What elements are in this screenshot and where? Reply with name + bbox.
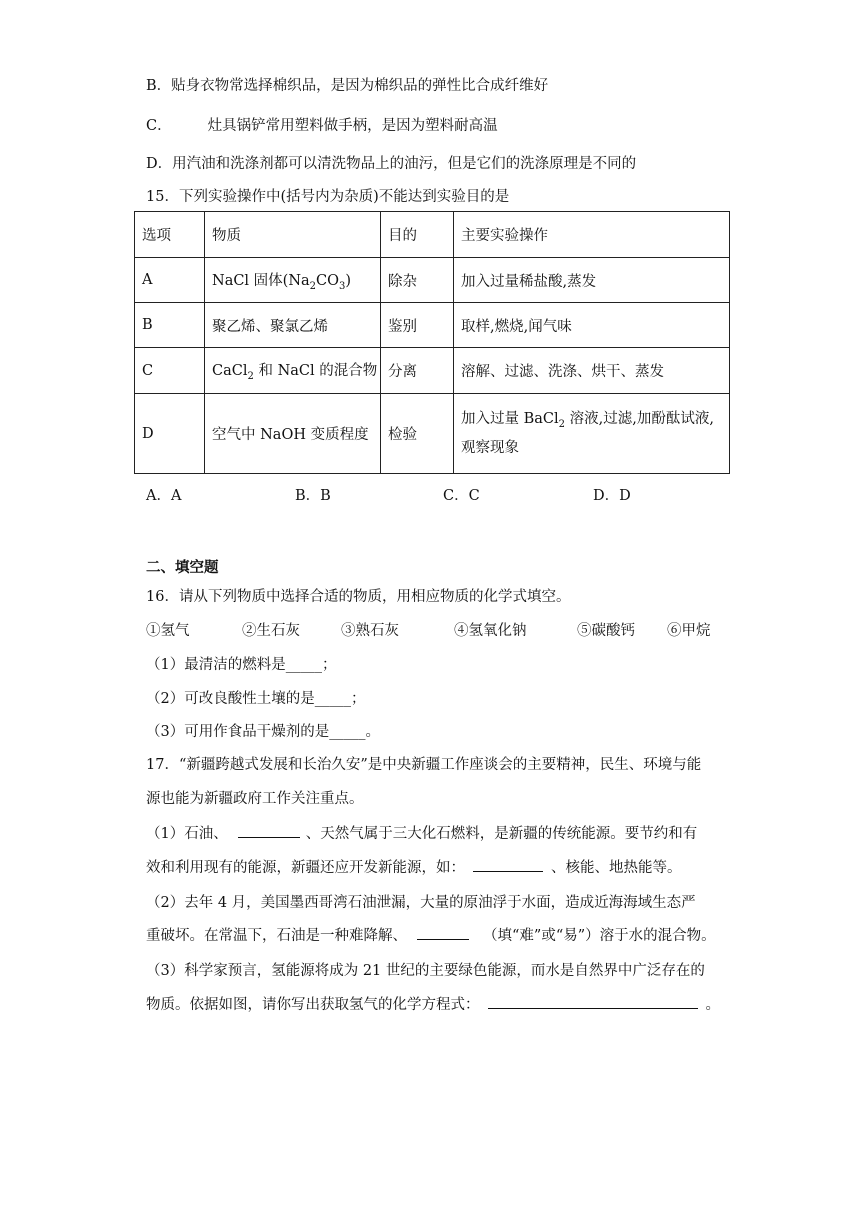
q15-choice-a[interactable]: A．A — [146, 488, 182, 504]
q17-stem-line1: 17．“新疆跨越式发展和长治久安”是中央新疆工作座谈会的主要精神，民生、环境与能 — [146, 757, 702, 773]
answer-blank[interactable] — [238, 823, 300, 838]
q15-choice-b[interactable]: B．B — [295, 488, 331, 504]
q17-stem-line2: 源也能为新疆政府工作关注重点。 — [146, 791, 364, 807]
header-cell: 选项 — [135, 212, 205, 258]
table-row — [135, 394, 730, 474]
table-row — [135, 303, 730, 348]
q16-sub3: （3）可用作食品干燥剂的是_____。 — [146, 724, 380, 740]
substance-cell: CaCl$_2$ 和 NaCl 的混合物 — [205, 348, 381, 394]
operation-cell: 加入过量稀盐酸,蒸发 — [454, 258, 730, 303]
q16-item: ③熟石灰 — [341, 623, 399, 639]
goal-cell: 检验 — [381, 394, 454, 474]
answer-blank[interactable] — [473, 857, 543, 872]
operation-cell: 加入过量 BaCl$_2$ 溶液,过滤,加酚酞试液,观察现象 — [454, 394, 730, 474]
answer-blank[interactable] — [488, 994, 698, 1009]
answer-blank[interactable] — [417, 925, 469, 940]
q16-item: ①氢气 — [146, 623, 190, 639]
q16-item: ⑥甲烷 — [667, 623, 711, 639]
option-cell: D — [135, 394, 205, 474]
q14-option-d: D．用汽油和洗涤剂都可以清洗物品上的油污，但是它们的洗涤原理是不同的 — [146, 156, 637, 172]
operation-cell: 取样,燃烧,闻气味 — [454, 303, 730, 348]
q16-item: ⑤碳酸钙 — [577, 623, 635, 639]
q15-stem: 15．下列实验操作中(括号内为杂质)不能达到实验目的是 — [146, 189, 510, 205]
q17-part3-line2: 物质。依据如图，请你写出获取氢气的化学方程式： 。 — [146, 993, 720, 1014]
goal-cell: 分离 — [381, 348, 454, 394]
q14-option-b: B．贴身衣物常选择棉织品，是因为棉织品的弹性比合成纤维好 — [146, 78, 549, 94]
q17-part3-line1: （3）科学家预言，氢能源将成为 21 世纪的主要绿色能源，而水是自然界中广泛存在的 — [146, 963, 705, 979]
table-row — [135, 348, 730, 394]
table-header-row — [135, 212, 730, 258]
q17-part1-line1: （1）石油、 、天然气属于三大化石燃料，是新疆的传统能源。要节约和有 — [146, 822, 697, 843]
q15-choice-d[interactable]: D．D — [593, 488, 631, 504]
q16-item: ④氢氧化钠 — [454, 623, 527, 639]
q15-choice-c[interactable]: C．C — [443, 488, 480, 504]
substance-cell: NaCl 固体$(Na_2CO_3)$ — [205, 258, 381, 303]
q16-item: ②生石灰 — [242, 623, 300, 639]
goal-cell: 除杂 — [381, 258, 454, 303]
option-cell: C — [135, 348, 205, 394]
substance-cell: 空气中 NaOH 变质程度 — [205, 394, 381, 474]
q17-part1-line2: 效和利用现有的能源，新疆还应开发新能源，如： 、核能、地热能等。 — [146, 856, 682, 877]
q16-stem: 16．请从下列物质中选择合适的物质，用相应物质的化学式填空。 — [146, 589, 571, 605]
q16-sub2: （2）可改良酸性土壤的是_____； — [146, 691, 366, 707]
q17-part2-line2: 重破坏。在常温下，石油是一种难降解、 （填“难”或“易”）溶于水的混合物。 — [146, 924, 716, 945]
header-cell: 目的 — [381, 212, 454, 258]
table-row — [135, 258, 730, 303]
q15-table — [134, 211, 730, 474]
operation-cell: 溶解、过滤、洗涤、烘干、蒸发 — [454, 348, 730, 394]
q14-option-c — [146, 114, 498, 135]
q14-option-c-label: C． — [146, 118, 172, 134]
header-cell: 主要实验操作 — [454, 212, 730, 258]
substance-cell: 聚乙烯、聚氯乙烯 — [205, 303, 381, 348]
header-cell: 物质 — [205, 212, 381, 258]
goal-cell: 鉴别 — [381, 303, 454, 348]
q17-part2-line1: （2）去年 4 月，美国墨西哥湾石油泄漏，大量的原油浮于水面，造成近海海域生态严 — [146, 895, 696, 911]
section-title: 二、填空题 — [146, 559, 219, 576]
option-cell: B — [135, 303, 205, 348]
q16-sub1: （1）最清洁的燃料是_____； — [146, 657, 337, 673]
option-cell: A — [135, 258, 205, 303]
q14-option-c-text: 灶具锅铲常用塑料做手柄，是因为塑料耐高温 — [207, 118, 498, 134]
